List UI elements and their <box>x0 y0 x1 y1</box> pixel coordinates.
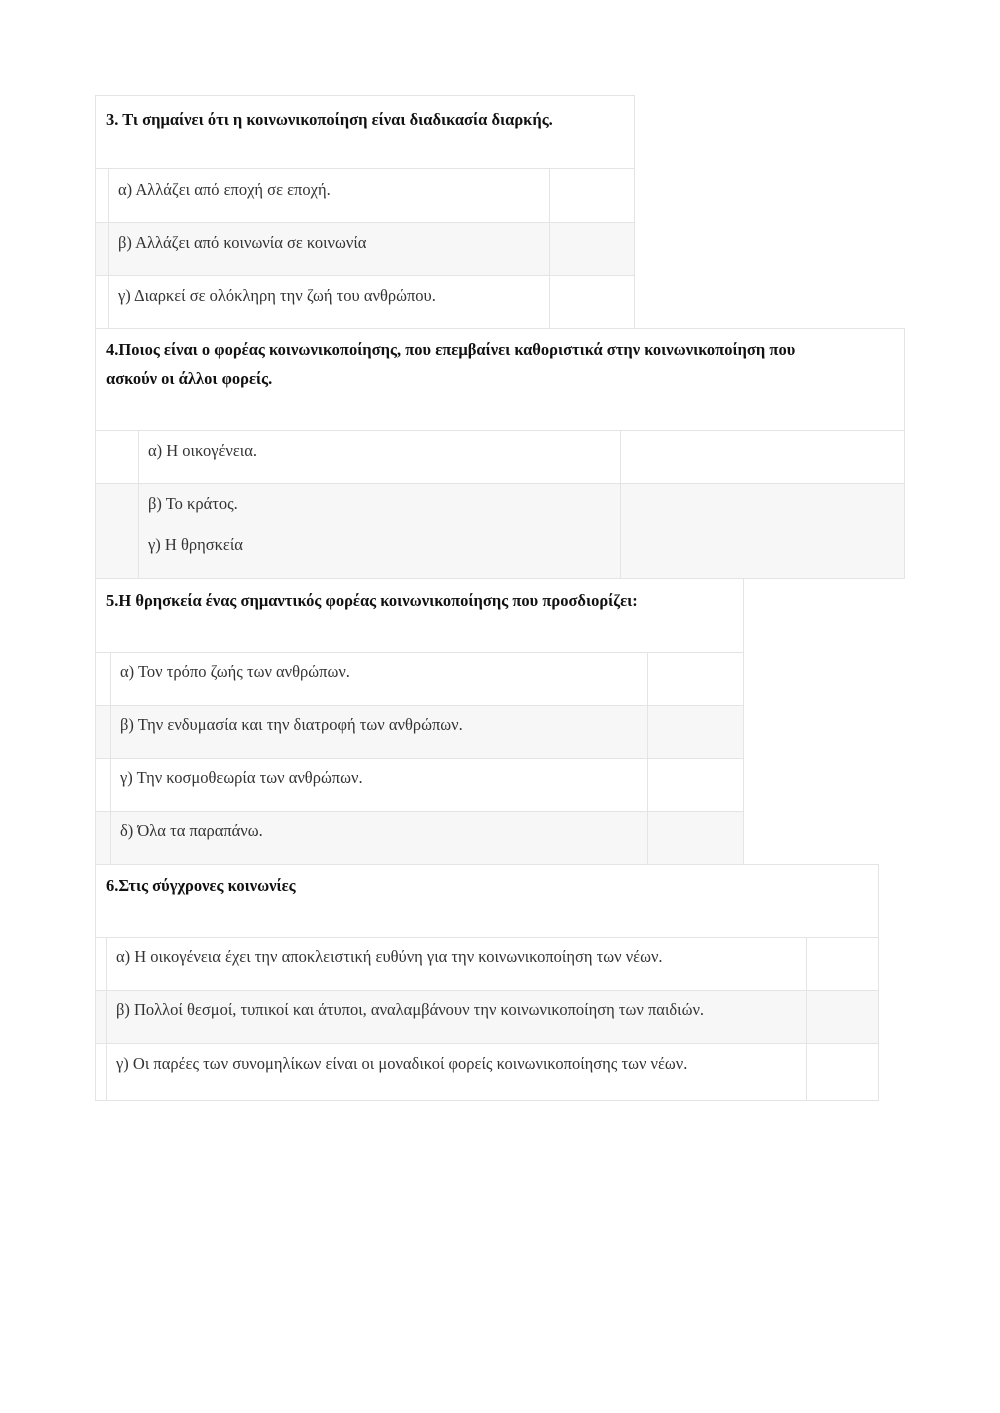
question-6-title-text: 6.Στις σύγχρονες κοινωνίες <box>106 876 296 895</box>
answer-cell[interactable] <box>806 1044 878 1100</box>
question-4 <box>95 328 905 579</box>
question-3-title <box>95 95 635 169</box>
option-text: β) Το κράτος. <box>148 494 238 513</box>
question-6-option-c[interactable] <box>95 1044 879 1101</box>
question-4-title-line-1: 4.Ποιος είναι ο φορέας κοινωνικοποίησης, που επεμβαίνει καθοριστικά στην κοινωνικοποίηση που <box>106 340 796 359</box>
option-text: α) Η οικογένεια. <box>148 441 258 460</box>
question-5 <box>95 578 744 865</box>
option-marker-cell <box>96 169 109 222</box>
question-3-option-b[interactable] <box>95 223 635 276</box>
question-4-title <box>95 328 905 431</box>
option-marker-cell <box>96 276 109 328</box>
option-text: β) Πολλοί θεσμοί, τυπικοί και άτυποι, αναλαμβάνουν την κοινωνικοποίηση των παιδιών. <box>116 1000 705 1019</box>
question-3-option-a[interactable] <box>95 169 635 223</box>
option-text: γ) Την κοσμοθεωρία των ανθρώπων. <box>120 768 363 787</box>
option-text: α) Τον τρόπο ζωής των ανθρώπων. <box>120 662 350 681</box>
option-text: β) Την ενδυμασία και την διατροφή των ανθρώπων. <box>120 715 463 734</box>
question-5-option-a[interactable] <box>95 653 744 706</box>
option-text: γ) Οι παρέες των συνομηλίκων είναι οι μοναδικοί φορείς κοινωνικοποίησης των νέων. <box>116 1054 688 1073</box>
answer-cell[interactable] <box>549 169 634 222</box>
answer-cell[interactable] <box>647 653 743 705</box>
question-5-option-b[interactable] <box>95 706 744 759</box>
answer-cell[interactable] <box>620 484 904 578</box>
option-marker-cell <box>96 223 109 275</box>
option-marker-cell <box>96 706 111 758</box>
question-5-title-text: 5.Η θρησκεία ένας σημαντικός φορέας κοινωνικοποίησης που προσδιορίζει: <box>106 591 638 610</box>
question-4-title-line-2: ασκούν οι άλλοι φορείς. <box>106 369 273 388</box>
option-marker-cell <box>96 653 111 705</box>
option-marker-cell <box>96 938 107 990</box>
answer-cell[interactable] <box>620 431 904 483</box>
question-3 <box>95 95 635 329</box>
option-text: α) Αλλάζει από εποχή σε εποχή. <box>118 180 331 199</box>
answer-cell[interactable] <box>647 812 743 864</box>
question-3-title-text: 3. Τι σημαίνει ότι η κοινωνικοποίηση είναι διαδικασία διαρκής. <box>106 110 553 129</box>
option-marker-cell <box>96 991 107 1043</box>
question-6-title <box>95 864 879 938</box>
answer-cell[interactable] <box>549 223 634 275</box>
answer-cell[interactable] <box>806 938 878 990</box>
option-marker-cell <box>96 812 111 864</box>
question-6-option-b[interactable] <box>95 991 879 1044</box>
answer-cell[interactable] <box>647 706 743 758</box>
question-6 <box>95 864 879 1101</box>
answer-cell[interactable] <box>806 991 878 1043</box>
question-4-option-b-c[interactable] <box>95 484 905 579</box>
question-4-option-a[interactable] <box>95 431 905 484</box>
option-marker-cell <box>96 1044 107 1100</box>
option-text: δ) Όλα τα παραπάνω. <box>120 821 263 840</box>
option-marker-cell <box>96 484 139 578</box>
answer-cell[interactable] <box>549 276 634 328</box>
option-marker-cell <box>96 759 111 811</box>
question-5-option-c[interactable] <box>95 759 744 812</box>
question-6-option-a[interactable] <box>95 938 879 991</box>
answer-cell[interactable] <box>647 759 743 811</box>
option-text: β) Αλλάζει από κοινωνία σε κοινωνία <box>118 233 367 252</box>
option-text: α) Η οικογένεια έχει την αποκλειστική ευθύνη για την κοινωνικοποίηση των νέων. <box>116 947 663 966</box>
option-text: γ) Η θρησκεία <box>148 535 243 554</box>
question-3-option-c[interactable] <box>95 276 635 329</box>
option-marker-cell <box>96 431 139 483</box>
question-5-title <box>95 578 744 653</box>
question-5-option-d[interactable] <box>95 812 744 865</box>
option-text: γ) Διαρκεί σε ολόκληρη την ζωή του ανθρώπου. <box>118 286 436 305</box>
